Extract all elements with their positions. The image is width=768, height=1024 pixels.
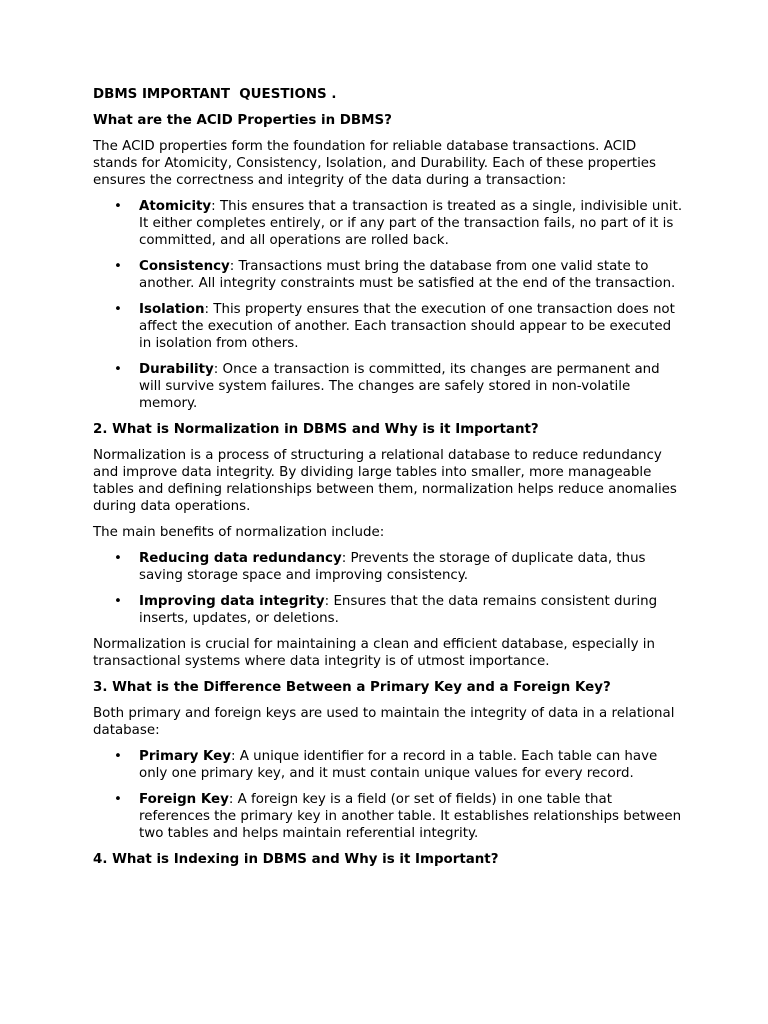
- list-item: [93, 258, 683, 292]
- list-item: [93, 361, 683, 412]
- paragraph-keys-intro: Both primary and foreign keys are used to maintain the integrity of data in a relational database:: [93, 706, 675, 738]
- bullet-list-keys: [93, 748, 683, 842]
- section-heading-acid: What are the ACID Properties in DBMS?: [93, 113, 392, 128]
- bullet-icon: •: [114, 362, 122, 377]
- list-item: [93, 198, 683, 249]
- bullet-text: : Once a transaction is committed, its changes are permanent and will survive system failures. The changes are safely stored in non-volatile memory.: [139, 362, 660, 411]
- bullet-term: Reducing data redundancy: [139, 551, 342, 566]
- bullet-icon: •: [114, 259, 122, 274]
- section-heading-indexing: 4. What is Indexing in DBMS and Why is it Important?: [93, 852, 499, 867]
- bullet-term: Foreign Key: [139, 792, 229, 807]
- bullet-icon: •: [114, 594, 122, 609]
- bullet-text: : This ensures that a transaction is treated as a single, indivisible unit. It either completes entirely, or if any part of the transaction fails, no part of it is committed, and all operations are rolled back.: [139, 199, 683, 248]
- paragraph-acid-intro: The ACID properties form the foundation for reliable database transactions. ACID stands for Atomicity, Consistency, Isolation, and Durability. Each of these properties ensures the correctness and integrity of the data during a transaction:: [93, 139, 657, 188]
- paragraph-normalization-benefits: The main benefits of normalization include:: [93, 525, 385, 540]
- bullet-icon: •: [114, 749, 122, 764]
- list-item: [93, 791, 683, 842]
- section-heading-keys: 3. What is the Difference Between a Primary Key and a Foreign Key?: [93, 680, 611, 695]
- bullet-icon: •: [114, 302, 122, 317]
- bullet-text: : A unique identifier for a record in a table. Each table can have only one primary key, and it must contain unique values for every record.: [139, 749, 658, 781]
- bullet-icon: •: [114, 199, 122, 214]
- bullet-text: : Prevents the storage of duplicate data, thus saving storage space and improving consistency.: [139, 551, 646, 583]
- bullet-icon: •: [114, 792, 122, 807]
- bullet-term: Atomicity: [139, 199, 212, 214]
- section-heading-normalization: 2. What is Normalization in DBMS and Why is it Important?: [93, 422, 539, 437]
- list-item: [93, 301, 683, 352]
- list-item: [93, 550, 683, 584]
- paragraph-normalization-intro: Normalization is a process of structuring a relational database to reduce redundancy and improve data integrity. By dividing large tables into smaller, more manageable tables and defining relationships between them, normalization helps reduce anomalies during data operations.: [93, 448, 677, 514]
- list-item: [93, 748, 683, 782]
- bullet-term: Primary Key: [139, 749, 231, 764]
- paragraph-normalization-outro: Normalization is crucial for maintaining a clean and efficient database, especially in transactional systems where data integrity is of utmost importance.: [93, 637, 655, 669]
- bullet-icon: •: [114, 551, 122, 566]
- bullet-list-normalization: [93, 550, 683, 627]
- bullet-term: Isolation: [139, 302, 205, 317]
- list-item: [93, 593, 683, 627]
- bullet-term: Durability: [139, 362, 214, 377]
- document-page: [93, 86, 683, 877]
- bullet-list-acid: [93, 198, 683, 412]
- document-title: DBMS IMPORTANT QUESTIONS .: [93, 87, 337, 102]
- bullet-term: Consistency: [139, 259, 230, 274]
- bullet-text: : Transactions must bring the database from one valid state to another. All integrity constraints must be satisfied at the end of the transaction.: [139, 259, 676, 291]
- bullet-text: : A foreign key is a field (or set of fields) in one table that references the primary key in another table. It establishes relationships between two tables and helps maintain referential integrity.: [139, 792, 682, 841]
- bullet-text: : This property ensures that the execution of one transaction does not affect the execution of another. Each transaction should appear to be executed in isolation from others.: [139, 302, 675, 351]
- bullet-text: : Ensures that the data remains consistent during inserts, updates, or deletions.: [139, 594, 658, 626]
- bullet-term: Improving data integrity: [139, 594, 325, 609]
